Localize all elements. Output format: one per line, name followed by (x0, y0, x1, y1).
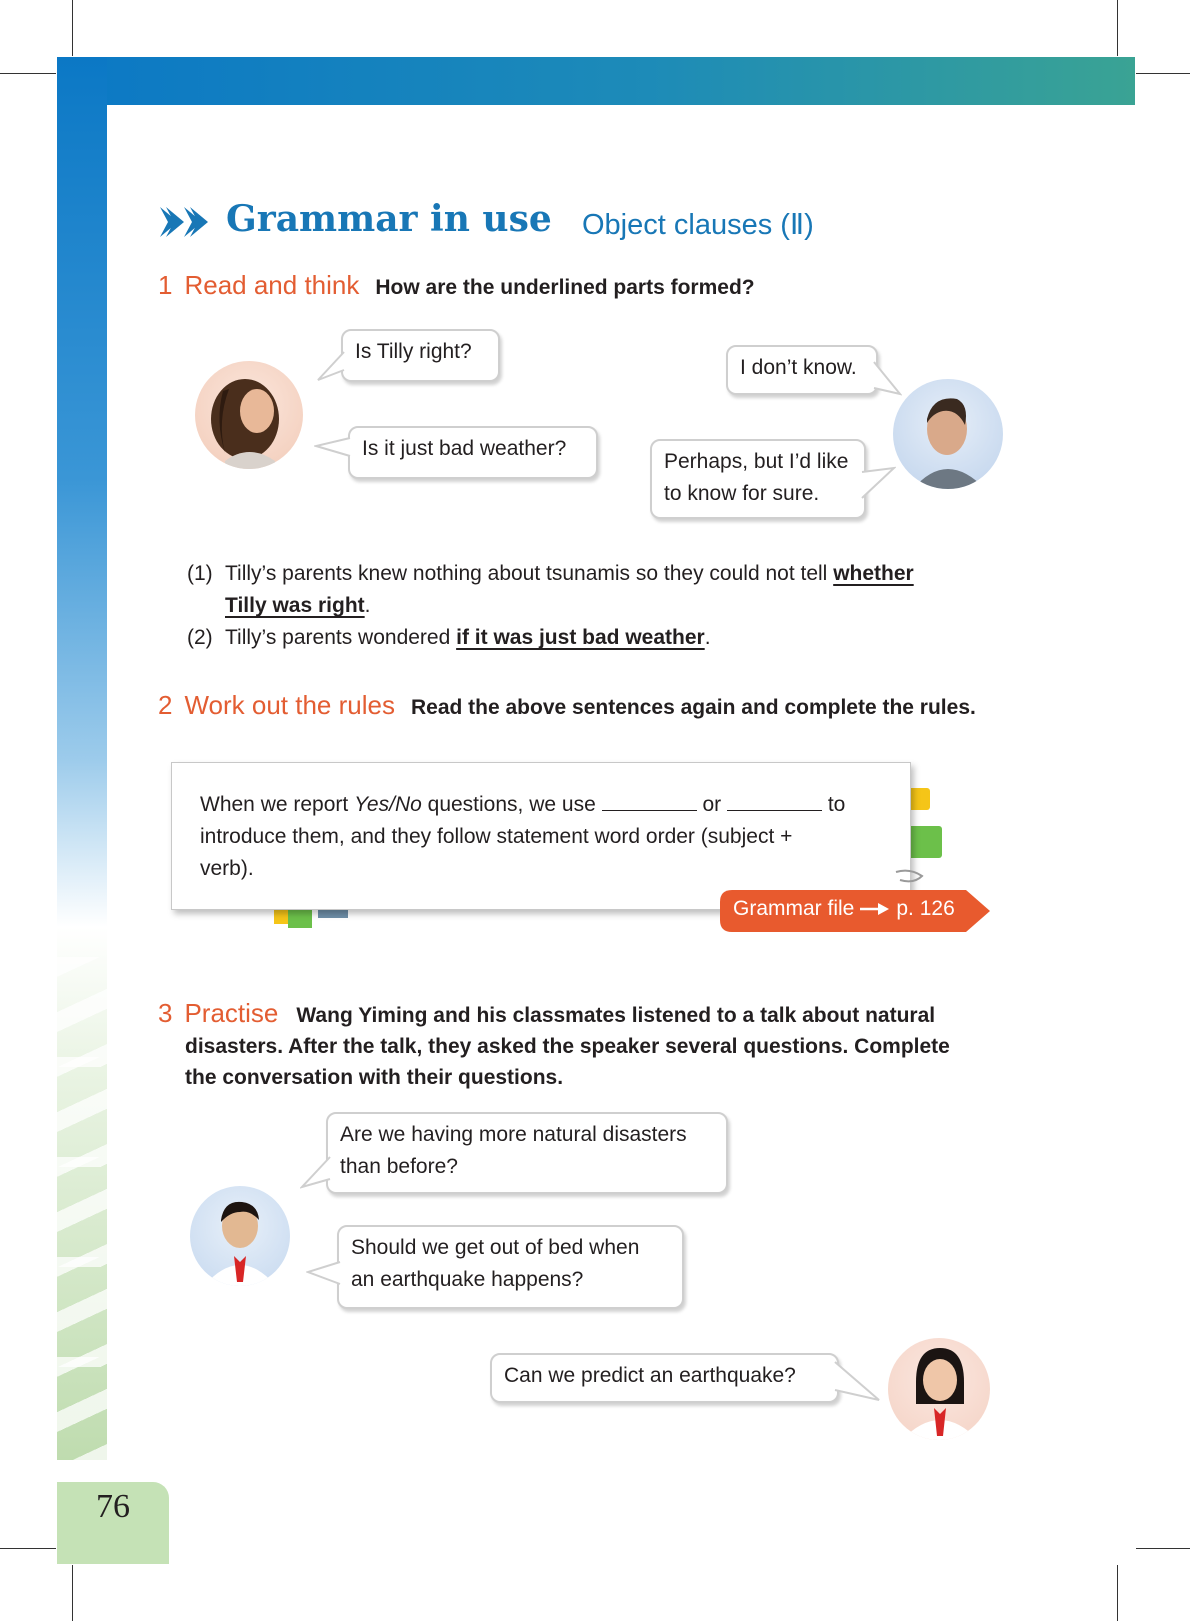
margin-stripe (57, 1157, 107, 1267)
crop-mark (1117, 0, 1118, 56)
underlined-part: whether (833, 562, 914, 585)
bubble-text: to know for sure. (664, 482, 820, 505)
section-title-work-out-the-rules: Work out the rules (184, 690, 395, 720)
bubble-text: Perhaps, but I’d like (664, 450, 849, 473)
crop-mark (1117, 1565, 1118, 1621)
grammar-file-content (733, 897, 955, 921)
bubble-tail (306, 1260, 342, 1288)
bubble-tail (314, 436, 352, 460)
left-margin-bar (57, 57, 107, 1460)
margin-stripe (57, 1057, 107, 1167)
underlined-part: Tilly was right (225, 594, 365, 617)
rule-text: questions, we use (427, 793, 596, 816)
top-banner (57, 57, 1135, 105)
section-instruction: How are the underlined parts formed? (375, 276, 755, 299)
rule-line-3: verb). (200, 857, 254, 880)
page-number: 76 (96, 1488, 130, 1525)
sentence-end: . (364, 594, 371, 617)
crop-mark (0, 1548, 56, 1549)
rule-text: to (827, 793, 846, 816)
underlined-part: if it was just bad weather (456, 626, 705, 649)
double-chevron-icon (158, 205, 214, 239)
margin-stripe (57, 1357, 107, 1460)
avatar-girl (195, 361, 303, 469)
section-subtitle: Object clauses (Ⅱ) (582, 209, 814, 241)
avatar-girl-student (888, 1338, 990, 1440)
sentence-text: Tilly’s parents wondered (225, 626, 451, 649)
crop-mark (0, 73, 56, 74)
speech-bubble (326, 1112, 728, 1194)
crop-mark (1136, 73, 1190, 74)
rule-italic: Yes/No (354, 793, 422, 816)
section-instruction: Read the above sentences again and complete the rules. (410, 696, 976, 719)
rule-line-2: introduce them, and they follow statement word order (subject + (200, 825, 793, 848)
paper-clip-icon (894, 868, 926, 886)
sentence-end: . (704, 626, 711, 649)
bubble-text: Can we predict an earthquake? (504, 1364, 796, 1387)
crop-mark (72, 1565, 73, 1621)
section-number: 2 (158, 690, 173, 720)
bubble-tail (860, 466, 896, 502)
section-instruction: disasters. After the talk, they asked the speaker several questions. Complete (185, 1035, 950, 1058)
bubble-tail (300, 1155, 332, 1189)
margin-stripe (57, 1257, 107, 1367)
speech-bubble (490, 1353, 839, 1403)
blank-1[interactable] (602, 792, 697, 811)
speech-bubble (341, 329, 500, 382)
rule-line-1 (200, 789, 882, 821)
avatar-man (893, 379, 1003, 489)
bubble-tail (316, 350, 346, 382)
bubble-tail (833, 1360, 881, 1402)
section-number: 3 (158, 998, 173, 1028)
bubble-tail (872, 360, 902, 396)
section-title: Grammar in use (226, 198, 552, 240)
sentence-2-number: (2) (187, 626, 213, 649)
grammar-file-label: Grammar file (733, 897, 855, 920)
rule-text: or (702, 793, 722, 816)
speech-bubble (348, 426, 598, 479)
bubble-text: Should we get out of bed when (351, 1236, 640, 1259)
speech-bubble (726, 345, 878, 395)
section-instruction: Wang Yiming and his classmates listened to a talk about natural (296, 1004, 936, 1027)
grammar-file-page: p. 126 (896, 897, 955, 920)
blank-2[interactable] (727, 792, 822, 811)
section-instruction: the conversation with their questions. (185, 1066, 564, 1089)
bubble-text: Are we having more natural disasters (340, 1123, 687, 1146)
speech-bubble (337, 1225, 684, 1309)
bubble-text: an earthquake happens? (351, 1268, 584, 1291)
bubble-text: than before? (340, 1155, 458, 1178)
sentence-text: Tilly’s parents knew nothing about tsunamis so they could not tell (225, 562, 828, 585)
bubble-text: Is it just bad weather? (362, 437, 567, 460)
sentence-2 (225, 622, 985, 654)
margin-stripe (57, 957, 107, 1067)
arrow-right-icon (860, 902, 890, 916)
bubble-text: I don’t know. (740, 356, 857, 379)
section3-header (158, 998, 935, 1031)
section-title-read-and-think: Read and think (184, 270, 360, 300)
sentence-1-number: (1) (187, 562, 213, 585)
section-title-practise: Practise (184, 998, 279, 1028)
section1-header (158, 270, 755, 301)
avatar-boy (190, 1186, 290, 1286)
rule-text: When we report (200, 793, 349, 816)
section2-header (158, 690, 976, 721)
sentence-1 (225, 558, 985, 622)
bubble-text: Is Tilly right? (355, 340, 472, 363)
rule-box (171, 762, 911, 910)
crop-mark (72, 0, 73, 56)
speech-bubble (650, 439, 866, 519)
crop-mark (1136, 1548, 1190, 1549)
section-number: 1 (158, 270, 173, 300)
